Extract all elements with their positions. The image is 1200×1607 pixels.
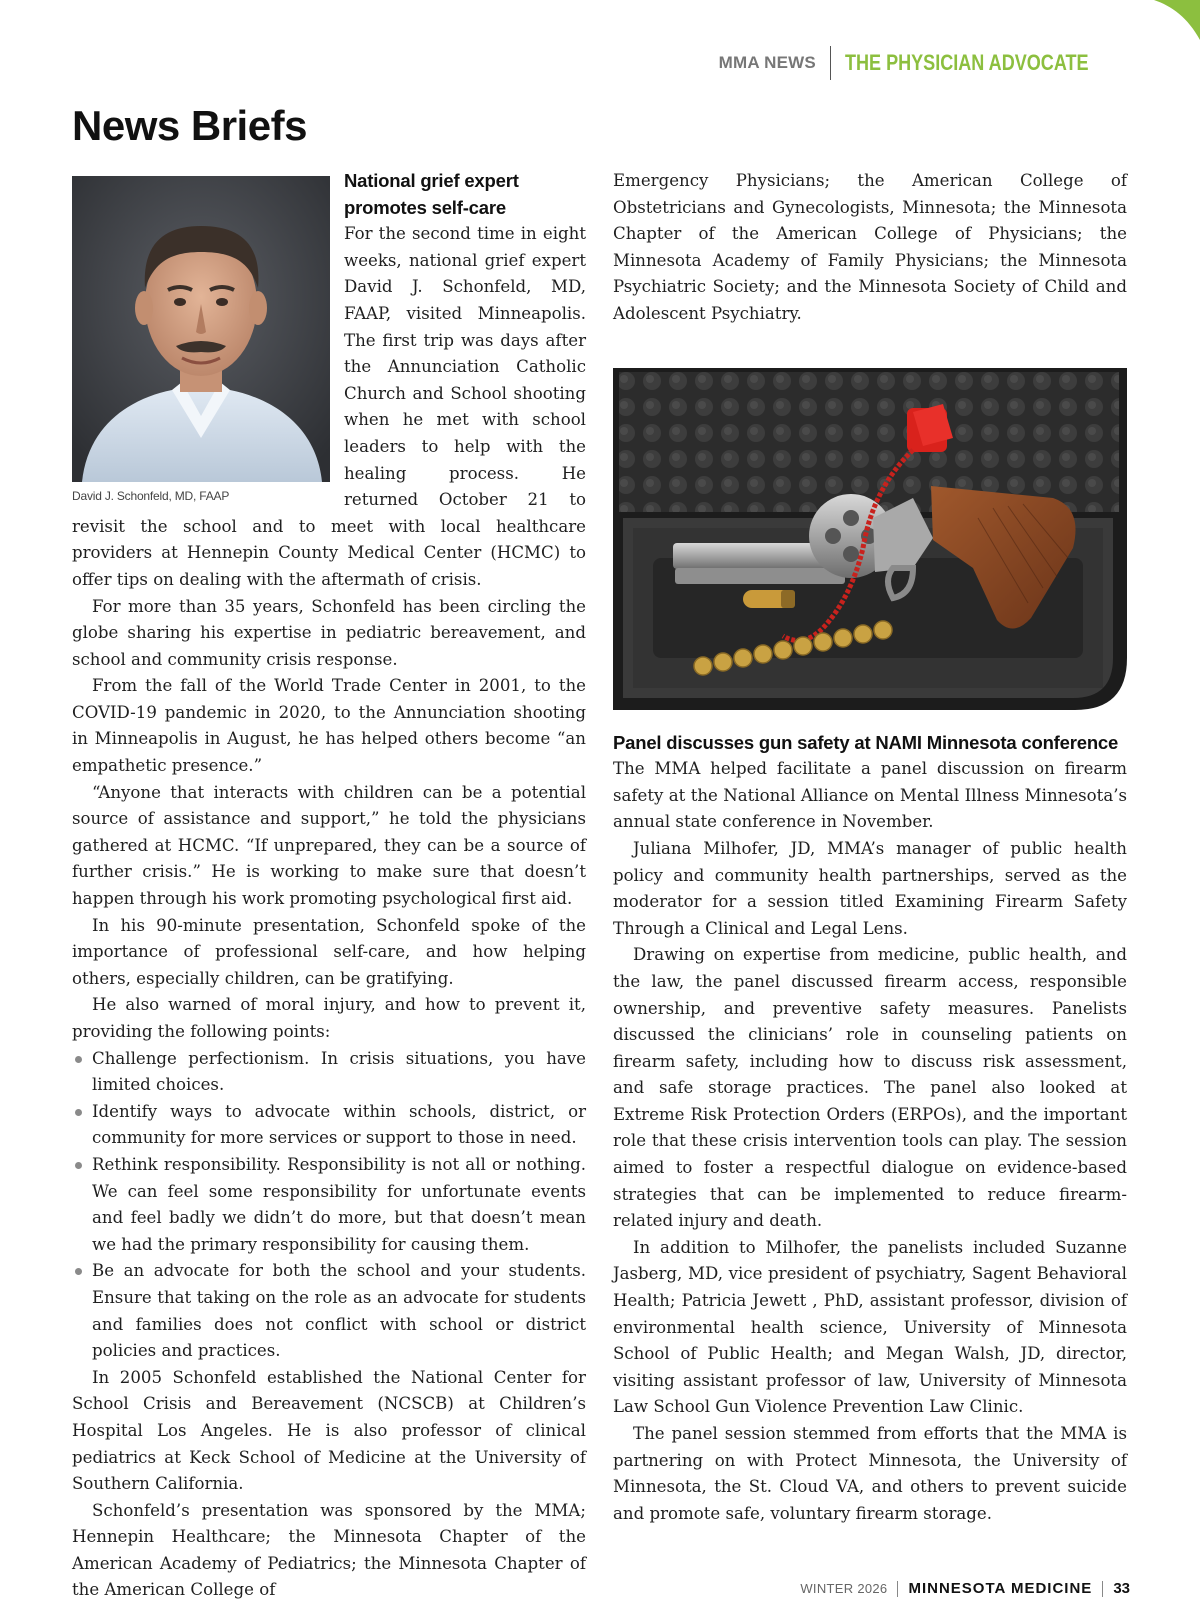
- gun-case-photo: [613, 368, 1127, 710]
- portrait-photo: [72, 176, 330, 482]
- article1-paragraph: He also warned of moral injury, and how to prevent it, providing the following points:: [72, 995, 586, 1041]
- portrait-figure: [72, 176, 330, 504]
- article-title-gun-safety: Panel discusses gun safety at NAMI Minnesota conference: [613, 731, 1119, 753]
- header-section: MMA NEWS: [718, 53, 816, 72]
- bullet-point: Be an advocate for both the school and your students. Ensure that taking on the role as an advocate for students and families does not conflict with school or district policies and practices.: [72, 1258, 586, 1364]
- corner-accent: [1110, 0, 1200, 40]
- article1-paragraph: For more than 35 years, Schonfeld has been circling the globe sharing his expertise in pediatric bereavement, and school and community crisis response.: [72, 596, 586, 669]
- article2-paragraph: In addition to Milhofer, the panelists included Suzanne Jasberg, MD, vice president of psychiatry, Sagent Behavioral Health; Patricia Jewett , PhD, assistant professor, division of environmental health science, University of Minnesota School of Public Health; and Megan Walsh, JD, director, visiting assistant professor of law, University of Minnesota Law School Gun Violence Prevention Law Clinic.: [613, 1237, 1127, 1417]
- page-number: 33: [1113, 1580, 1130, 1597]
- article1-paragraph: From the fall of the World Trade Center in 2001, to the COVID-19 pandemic in 2020, to the Annunciation shooting in Minneapolis in August, he has helped others become “an empathetic presence.”: [72, 676, 586, 776]
- article1-paragraph: “Anyone that interacts with children can be a potential source of assistance and support,” he told the physicians gathered at HCMC. “If unprepared, they can be a source of further crisis.” He is working to make sure that doesn’t happen through his work promoting psychological first aid.: [72, 782, 586, 909]
- article1-paragraph: Schonfeld’s presentation was sponsored by the MMA; Hennepin Healthcare; the Minnesota Chapter of the American Academy of Pediatrics; the Minnesota Chapter of the American College of: [72, 1500, 586, 1600]
- page-footer: [800, 1580, 1130, 1597]
- right-column: [613, 168, 1127, 1527]
- footer-issue: WINTER 2026: [800, 1581, 888, 1596]
- moral-injury-points: [72, 1046, 586, 1365]
- left-column: [72, 168, 586, 1604]
- article-title-grief-expert: National grief expert promotes self-care: [344, 170, 519, 218]
- footer-divider: [897, 1581, 898, 1597]
- article1-paragraph: In his 90-minute presentation, Schonfeld spoke of the importance of professional self-care, and how helping others, especially children, can be gratifying.: [72, 915, 586, 988]
- article2-paragraph: Juliana Milhofer, JD, MMA’s manager of public health policy and community health partnerships, served as the moderator for a session titled Examining Firearm Safety Through a Clinical and Legal Lens.: [613, 838, 1127, 938]
- article2-paragraph: The panel session stemmed from efforts that the MMA is partnering on with Protect Minnesota, the University of Minnesota, the St. Cloud VA, and others to prevent suicide and promote safe, voluntary firearm storage.: [613, 1424, 1127, 1523]
- article1-paragraph-continued: Emergency Physicians; the American College of Obstetricians and Gynecologists, Minnesota; the Minnesota Chapter of the American College of Physicians; the Minnesota Academy of Family Physicians; the Minnesota Psychiatric Society; and the Minnesota Society of Child and Adolescent Psychiatry.: [613, 171, 1127, 323]
- footer-divider: [1102, 1581, 1103, 1597]
- bullet-point: Rethink responsibility. Responsibility is not all or nothing. We can feel some responsibility for unfortunate events and feel badly we didn’t do more, but that doesn’t mean we had the primary responsibility for causing them.: [72, 1152, 586, 1258]
- article2-paragraph: The MMA helped facilitate a panel discussion on firearm safety at the National Alliance on Mental Illness Minnesota’s annual state conference in November.: [613, 759, 1127, 832]
- article1-paragraph: For the second time in eight weeks, national grief expert David J. Schonfeld, MD, FAAP, visited Minneapolis. The first trip was days after the Annunciation Catholic Church and School shooting when he met with school leaders to help with the healing process. He returned October 21 to revisit the school and to meet with local healthcare providers at Hennepin County Medical Center (HCMC) to offer tips on dealing with the aftermath of crisis.: [72, 224, 586, 589]
- article1-paragraph: In 2005 Schonfeld established the National Center for School Crisis and Bereavement (NCSCB) at Children’s Hospital Los Angeles. He is also professor of clinical pediatrics at Keck School of Medicine at the University of Southern California.: [72, 1367, 586, 1494]
- footer-magazine: MINNESOTA MEDICINE: [908, 1580, 1093, 1597]
- header-publication: THE PHYSICIAN ADVOCATE: [844, 50, 1089, 75]
- page-title: News Briefs: [72, 102, 307, 149]
- portrait-caption: David J. Schonfeld, MD, FAAP: [72, 489, 230, 503]
- article2-paragraph: Drawing on expertise from medicine, public health, and the law, the panel discussed firearm access, responsible ownership, and preventive safety measures. Panelists discussed the clinicians’ role in counseling patients on firearm safety, including how to discuss risk assessment, and safe storage practices. The panel also looked at Extreme Risk Protection Orders (ERPOs), and the important role that these crisis intervention tools can play. The session aimed to foster a respectful dialogue on evidence-based strategies that can be implemented to reduce firearm-related injury and death.: [613, 945, 1127, 1231]
- page-header: [719, 46, 1102, 80]
- bullet-point: Identify ways to advocate within schools, district, or community for more services or support to those in need.: [72, 1099, 586, 1152]
- bullet-point: Challenge perfectionism. In crisis situations, you have limited choices.: [72, 1046, 586, 1099]
- header-divider: [830, 46, 831, 80]
